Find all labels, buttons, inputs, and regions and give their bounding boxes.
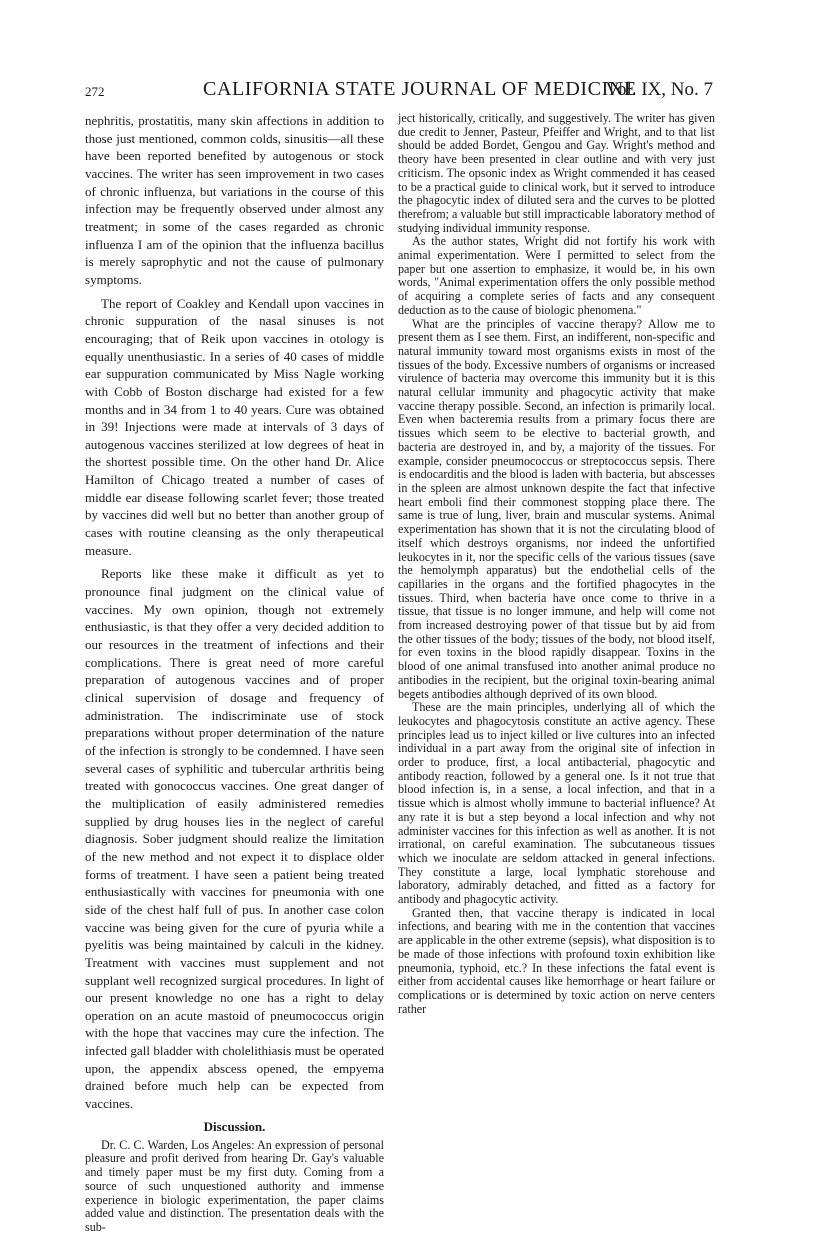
page-header	[85, 78, 713, 104]
paragraph: The report of Coakley and Kendall upon vaccines in chronic suppuration of the nasal sinuses is not encouraging; that of Reik upon vaccines in otology is equally unenthusiastic. In a series of 40 cases of middle ear suppuration communicated by Miss Nagle working with Cobb of Boston discharge had existed for a few months and in 34 from 1 to 40 years. Cure was obtained in 39! Injections were made at intervals of 3 days of autogenous vaccines sterilized at low degrees of heat in the shortest possible time. On the other hand Dr. Alice Hamilton of Chicago treated a number of cases of middle ear disease following scarlet fever; those treated by vaccines did well but no better than another group of cases with routine cleansing as the only therapeutical measure.	[85, 295, 384, 558]
paragraph: As the author states, Wright did not fortify his work with animal experimentation. Were I permitted to select from the paper but one assertion to emphasize, it would be, in his own words, "Animal experimentation offers the only possible method of acquiring a complete series of facts and any consequent deduction as to the cause of biologic phenomena."	[398, 234, 715, 317]
paragraph: Granted then, that vaccine therapy is indicated in local infections, and bearing with me in the contention that vaccines are applicable in the other extreme (sepsis), what disposition is to be made of those infections with profound toxin exhibition like pneumonia, typhoid, etc.? In these infections the fatal event is either from accidental causes like hemorrhage or heart failure or complications or is determined by toxic action on nerve centers rather	[398, 905, 715, 1016]
paragraph: These are the main principles, underlying all of which the leukocytes and phagocytosis constitute an active agency. These principles lead us to inject killed or live cultures into an infected individual in a part away from the original site of infection in order to produce, first, a local antibacterial, phagocytic and antibody reaction, followed by a general one. Is it not true that blood infection is, in a sense, a local infection, and that in a tissue which is almost wholly immune to bacterial influence? At any rate it is but a step beyond a local infection and why not administer vaccines for this infection as well as another. It is not irrational, on careful examination. The subcutaneous tissues which we inoculate are seldom attacked in general infections. They constitute a large, local lymphatic storehouse and laboratory, admirably detached, and fitted as a factory for antibody and phagocytic activity.	[398, 700, 715, 907]
discussion-heading: Discussion.	[203, 1118, 266, 1134]
paragraph: nephritis, prostatitis, many skin affections in addition to those just mentioned, common colds, sinusitis—all these have been reported benefited by autogenous or stock vaccines. The writer has seen improvement in two cases of chronic influenza, but variations in the course of this infection may be frequently observed under almost any treatment; in some of the cases regarded as chronic influenza I am of the opinion that the influenza bacillus is merely saprophytic and not the cause of pulmonary symptoms.	[85, 113, 384, 287]
paragraph: Reports like these make it difficult as yet to pronounce final judgment on the clinical value of vaccines. My own opinion, though not extremely enthusiastic, is that they offer a very decided addition to our resources in the treatment of infections and their complications. There is great need of more careful preparation of autogenous vaccines and of proper clinical supervision of dosage and frequency of administration. The indiscriminate use of stock preparations without proper determination of the nature of the infection is strongly to be condemned. I have seen several cases of syphilitic and tubercular arthritis being treated with gonococcus vaccines. One great danger of the multiplication of easily administered remedies supplied by drug houses lies in the neglect of careful diagnosis. Sober judgment should realize the limitation of the new method and not expect it to displace older forms of treatment. I have seen a patient being treated enthusiastically with vaccines for pneumonia with one side of the chest half full of pus. In another case colon vaccine was being given for the cure of pyuria while a pyelitis was being maintained by calculi in the kidney. Treatment with vaccines must supplement and not supplant well recognized surgical procedures. In light of our present knowledge no one has a right to delay operation on an acute mastoid of pneumococcus origin with the hope that vaccines may cure the infection. The infected gall bladder with cholelithiasis must be operated upon, the appendix abscess opened, the empyema drained before much help can be expected from vaccines.	[85, 566, 384, 1112]
journal-title: CALIFORNIA STATE JOURNAL OF MEDICINE	[203, 78, 637, 100]
paragraph: What are the principles of vaccine therapy? Allow me to present them as I see them. First, an indifferent, non-specific and natural immunity toward most organisms exists in most of the tissues of the body. Excessive numbers of organisms or increased virulence of bacteria may overcome this immunity but it is this natural cellular immunity and phagocytic activity that make vaccine therapy possible. Second, an infection is primarily local. Even when bacteremia results from a primary focus there are tissues which seem to be elective to bacterial growth, and bacteria are destroyed in, and by, a majority of the tissues. For example, consider pneumococcus or streptococcus sepsis. There is endocarditis and the blood is laden with bacteria, but abscesses in the spleen are almost unknown despite the fact that infective heart emboli find their commonest stopping place there. The same is true of lung, liver, brain and muscular systems. Animal experimentation has shown that it is not the circulating blood of itself which destroys organisms, nor indeed the unfortified leukocytes in it, nor the specific cells of the various tissues (save the hemolymph apparatus) but the endothelial cells of the capillaries in the organs and the fortified phagocytes in the tissues. Third, when bacteria have once come to thrive in a tissue, that tissue is no longer immune, and help will come not from increased destroying power of that tissue but by aid from the other tissues of the body; tissues of the body, not blood itself, for even toxins in the blood rapidly disappear. Toxins in the blood of one animal transfused into another animal produce no antibodies in the recipient, but the original toxin-bearing animal begets antibodies although deprived of its own blood.	[398, 316, 715, 701]
right-column	[398, 112, 715, 1112]
paragraph: ject historically, critically, and suggestively. The writer has given due credit to Jenner, Pasteur, Pfeiffer and Wright, and to that list should be added Bordet, Gengou and Gay. Wright's method and theory have been presented in clear outline and with very just criticism. The opsonic index as Wright commended it has ceased to be a practical guide to clinical work, but it served to introduce the phagocytic index of diluted sera and the curves to be plotted therefrom; a valuable but still impracticable laboratory method of studying individual immunity response.	[398, 111, 716, 235]
left-column	[85, 112, 384, 1234]
volume-issue: Vol. IX, No. 7	[605, 79, 713, 100]
discussion-paragraph: Dr. C. C. Warden, Los Angeles: An expression of personal pleasure and profit derived from hearing Dr. Gay's valuable and timely paper must be my first duty. Coming from a source of such unquestioned authority and immense experience in biologic experimentation, the paper claims added value and distinction. The presentation deals with the sub-	[85, 1137, 384, 1234]
page-number: 272	[85, 84, 105, 99]
